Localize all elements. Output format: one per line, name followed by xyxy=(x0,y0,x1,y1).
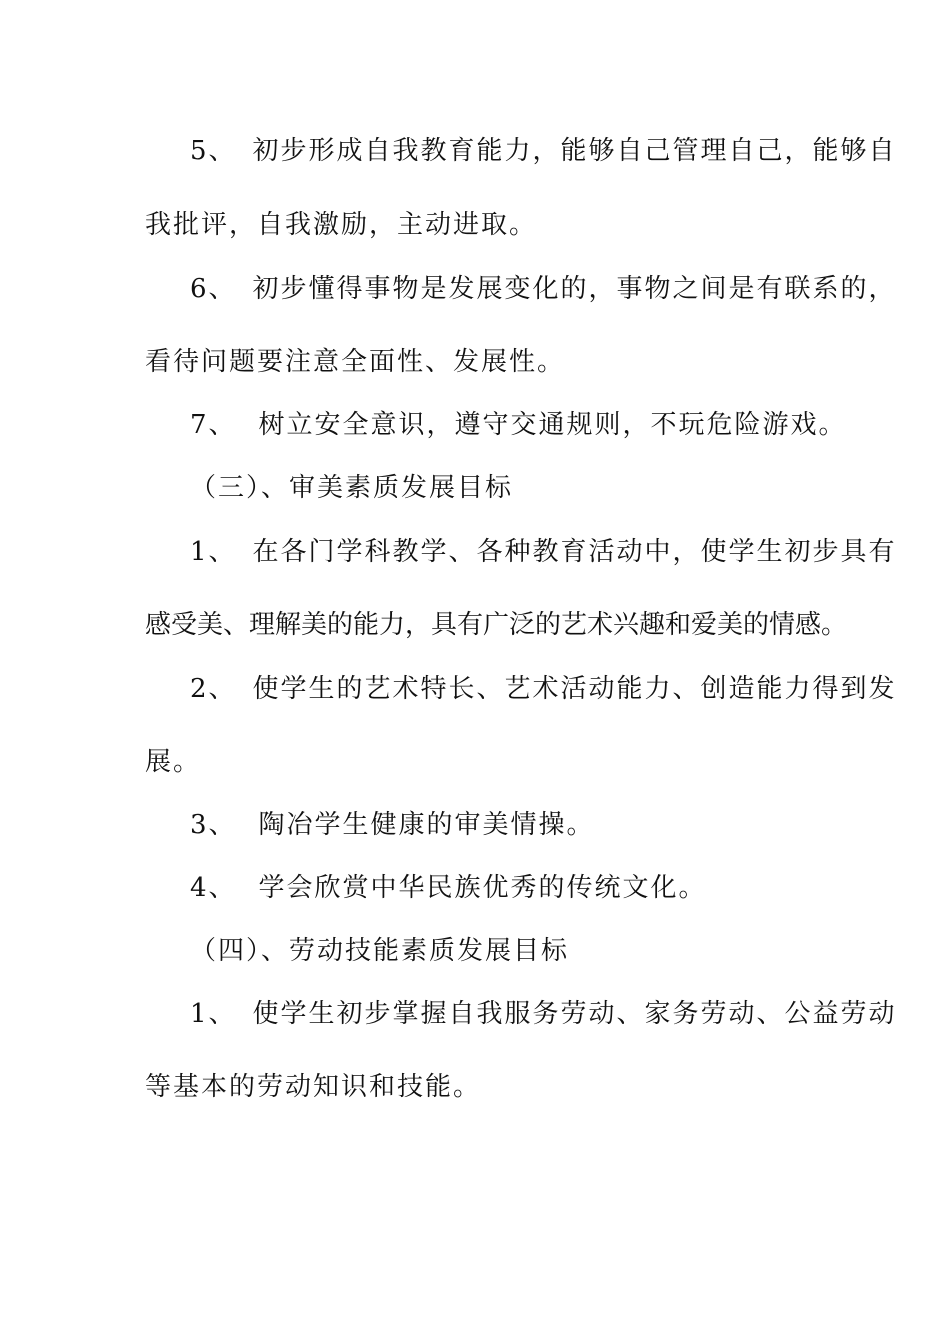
aesthetic-item-4-line-1 xyxy=(190,871,707,905)
aesthetic-item-1-line-1 xyxy=(190,535,897,569)
section-heading-aesthetic: （三）、审美素质发展目标 xyxy=(190,473,514,503)
aesthetic-item-2-line-1 xyxy=(190,672,897,706)
item-text: 在各门学科教学、各种教育活动中，使学生初步具有 xyxy=(252,537,897,567)
item-number: 5、 xyxy=(190,136,237,166)
item-6-line-2: 看待问题要注意全面性、发展性。 xyxy=(145,347,566,377)
item-text: 学会欣赏中华民族优秀的传统文化。 xyxy=(258,873,707,903)
item-text: 使学生的艺术特长、艺术活动能力、创造能力得到发 xyxy=(252,674,897,704)
item-text: 树立安全意识，遵守交通规则，不玩危险游戏。 xyxy=(258,410,847,440)
item-number: 2、 xyxy=(190,674,237,704)
aesthetic-item-1-line-2: 感受美、理解美的能力，具有广泛的艺术兴趣和爱美的情感。 xyxy=(145,610,848,640)
item-6-line-1 xyxy=(190,272,897,306)
item-text: 陶冶学生健康的审美情操。 xyxy=(258,810,595,840)
item-number: 1、 xyxy=(190,999,237,1029)
item-5-line-1 xyxy=(190,134,897,168)
aesthetic-item-2-line-2: 展。 xyxy=(145,747,202,777)
item-number: 6、 xyxy=(190,274,237,304)
item-number: 4、 xyxy=(190,873,237,903)
item-number: 1、 xyxy=(190,537,237,567)
section-heading-labor: （四）、劳动技能素质发展目标 xyxy=(190,936,570,966)
item-text: 初步形成自我教育能力，能够自己管理自己，能够自 xyxy=(252,136,897,166)
item-number: 3、 xyxy=(190,810,237,840)
labor-item-1-line-2: 等基本的劳动知识和技能。 xyxy=(145,1072,482,1102)
item-number: 7、 xyxy=(190,410,237,440)
labor-item-1-line-1 xyxy=(190,997,897,1031)
item-text: 初步懂得事物是发展变化的，事物之间是有联系的， xyxy=(252,274,897,304)
item-7-line-1 xyxy=(190,408,847,442)
item-text: 使学生初步掌握自我服务劳动、家务劳动、公益劳动 xyxy=(252,999,897,1029)
aesthetic-item-3-line-1 xyxy=(190,808,595,842)
item-5-line-2: 我批评，自我激励，主动进取。 xyxy=(145,210,538,240)
